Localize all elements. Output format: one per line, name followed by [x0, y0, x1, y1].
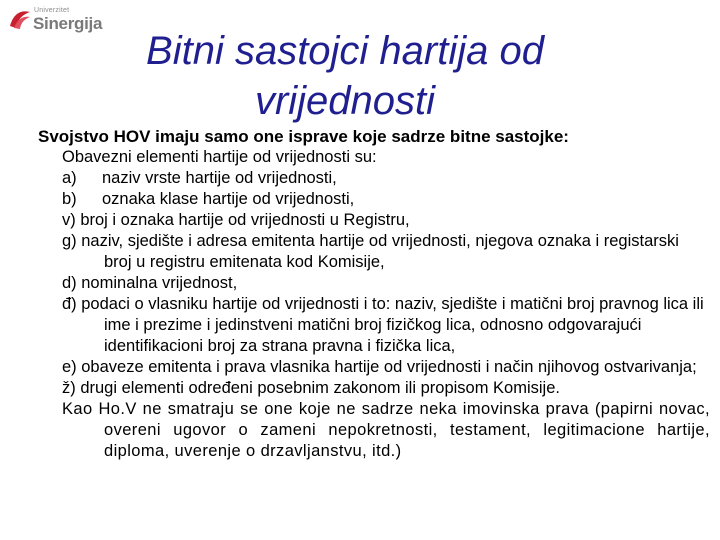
- logo-name: Sinergija: [33, 14, 103, 33]
- lead-text: Svojstvo HOV imaju samo one isprave koje sadrze bitne sastojke:: [38, 127, 569, 146]
- list-item: g) naziv, sjedište i adresa emitenta hartije od vrijednosti, njegova oznaka i registarski broj u registru emitenata kod Komisije,: [62, 232, 679, 271]
- logo-emblem-icon: [8, 8, 32, 30]
- list-item: v) broj i oznaka hartije od vrijednosti u Registru,: [62, 211, 410, 229]
- university-logo: [8, 6, 103, 33]
- list-item: [62, 168, 710, 189]
- slide-title: Bitni sastojci hartija od vrijednosti: [146, 29, 544, 123]
- list-text: naziv vrste hartije od vrijednosti,: [102, 169, 337, 187]
- list-item: ž) drugi elementi određeni posebnim zakonom ili propisom Komisije.: [62, 379, 560, 397]
- intro-text: Obavezni elementi hartije od vrijednosti su:: [62, 148, 377, 166]
- logo-subtitle: Univerzitet: [34, 7, 70, 14]
- slide-body: [38, 126, 710, 462]
- list-label: b): [62, 190, 77, 208]
- list-label: a): [62, 169, 77, 187]
- list-item: e) obaveze emitenta i prava vlasnika hartije od vrijednosti i način njihovog ostvarivanja;: [62, 358, 697, 376]
- list-item: d) nominalna vrijednost,: [62, 274, 238, 292]
- list-text: oznaka klase hartije od vrijednosti,: [102, 190, 355, 208]
- list-item: đ) podaci o vlasniku hartije od vrijednosti i to: naziv, sjedište i matični broj pravnog lica ili ime i prezime i jedinstveni matični broj fizičkog lica, odnosno odgovarajući identifikacioni broj za strana pravna i fizička lica,: [62, 295, 704, 355]
- closing-paragraph: Kao Ho.V ne smatraju se one koje ne sadrze neka imovinska prava (papirni novac, overeni ugovor o zameni nepokretnosti, testament, legitimacione hartije, diploma, uverenje o drzavljanstvu, itd.): [62, 400, 710, 460]
- list-item: [62, 189, 710, 210]
